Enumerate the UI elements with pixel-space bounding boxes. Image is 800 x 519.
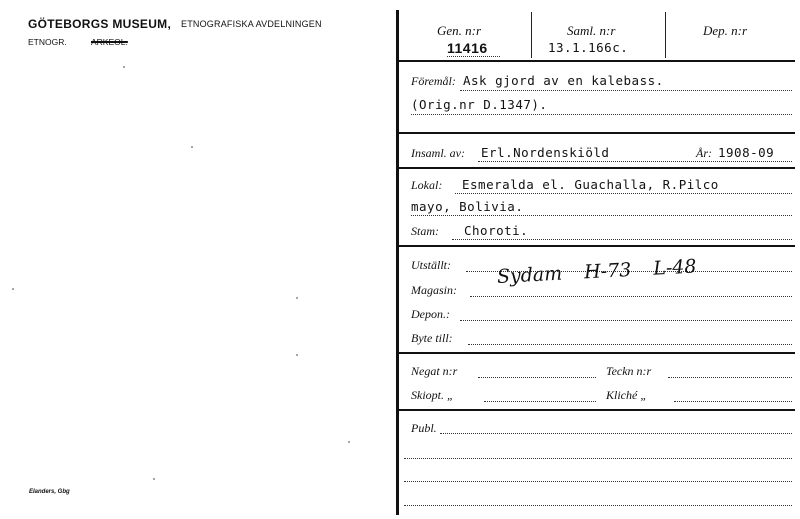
section-etnogr: ETNOGR. — [28, 37, 67, 47]
foremal-label: Föremål: — [411, 74, 456, 88]
byte-label: Byte till: — [411, 331, 453, 345]
lokal-label: Lokal: — [411, 178, 443, 192]
top-row-separator — [665, 12, 666, 58]
section-separator — [399, 60, 795, 62]
byte-dotline — [468, 344, 792, 345]
section-separator — [399, 409, 795, 411]
speck — [296, 297, 298, 299]
depon-dotline — [460, 320, 792, 321]
stam-value: Choroti. — [464, 223, 529, 238]
speck — [296, 354, 298, 356]
dep-label: Dep. n:r — [703, 23, 748, 38]
gen-label: Gen. n:r — [437, 23, 482, 38]
speck — [123, 66, 125, 68]
lokal-value: Esmeralda el. Guachalla, R.Pilco — [462, 177, 719, 192]
section-separator — [399, 352, 795, 354]
depon-label: Depon.: — [411, 307, 450, 321]
stam-label: Stam: — [411, 224, 439, 238]
negat-dotline — [478, 377, 596, 378]
department-name: ETNOGRAFISKA AVDELNINGEN — [181, 19, 322, 29]
kliche-label: Kliché „ — [606, 388, 647, 402]
insaml-dotline — [478, 161, 792, 162]
saml-value: 13.1.166c. — [548, 40, 629, 55]
lokal-dotline — [455, 193, 792, 194]
section-separator — [399, 132, 795, 134]
printer-mark: Elanders, Gbg — [29, 489, 70, 495]
insaml-label: Insaml. av: — [411, 146, 465, 160]
lokal-value-line2: mayo, Bolivia. — [411, 199, 524, 214]
foremal-dotline — [460, 90, 792, 91]
speck — [348, 441, 350, 443]
ar-value: 1908-09 — [718, 145, 775, 160]
museum-name: GÖTEBORGS MUSEUM, — [28, 17, 172, 31]
foremal-value: Ask gjord av en kalebass. — [463, 73, 664, 88]
kliche-dotline — [674, 401, 792, 402]
insaml-value: Erl.Nordenskiöld — [481, 145, 610, 160]
teckn-label: Teckn n:r — [606, 364, 652, 378]
publ-dotline — [404, 458, 792, 459]
magasin-label: Magasin: — [411, 283, 457, 297]
card-divider-line — [396, 10, 399, 515]
utstallt-label: Utställt: — [411, 258, 452, 272]
foremal-value-line2: (Orig.nr D.1347). — [411, 97, 548, 112]
speck — [191, 146, 193, 148]
teckn-dotline — [668, 377, 792, 378]
gen-dotline — [447, 56, 500, 57]
magasin-handwritten-value: Sydam H-73 L-48 — [496, 255, 698, 288]
skiopt-label: Skiopt. „ — [411, 388, 454, 402]
stam-dotline — [452, 239, 792, 240]
top-row-separator — [531, 12, 532, 58]
saml-label: Saml. n:r — [567, 23, 616, 38]
negat-label: Negat n:r — [411, 364, 458, 378]
magasin-dotline — [470, 296, 792, 297]
publ-dotline — [440, 433, 792, 434]
publ-label: Publ. — [411, 421, 437, 435]
publ-dotline — [404, 481, 792, 482]
skiopt-dotline — [484, 401, 596, 402]
section-arkeol-struck: ARKEOL. — [91, 37, 128, 47]
speck — [153, 478, 155, 480]
section-separator — [399, 245, 795, 247]
lokal-dotline-2 — [411, 215, 792, 216]
publ-dotline — [404, 505, 792, 506]
foremal-dotline-2 — [411, 114, 792, 115]
speck — [12, 288, 14, 290]
ar-label: År: — [696, 146, 712, 160]
section-separator — [399, 167, 795, 169]
gen-value: 11416 — [447, 40, 488, 56]
